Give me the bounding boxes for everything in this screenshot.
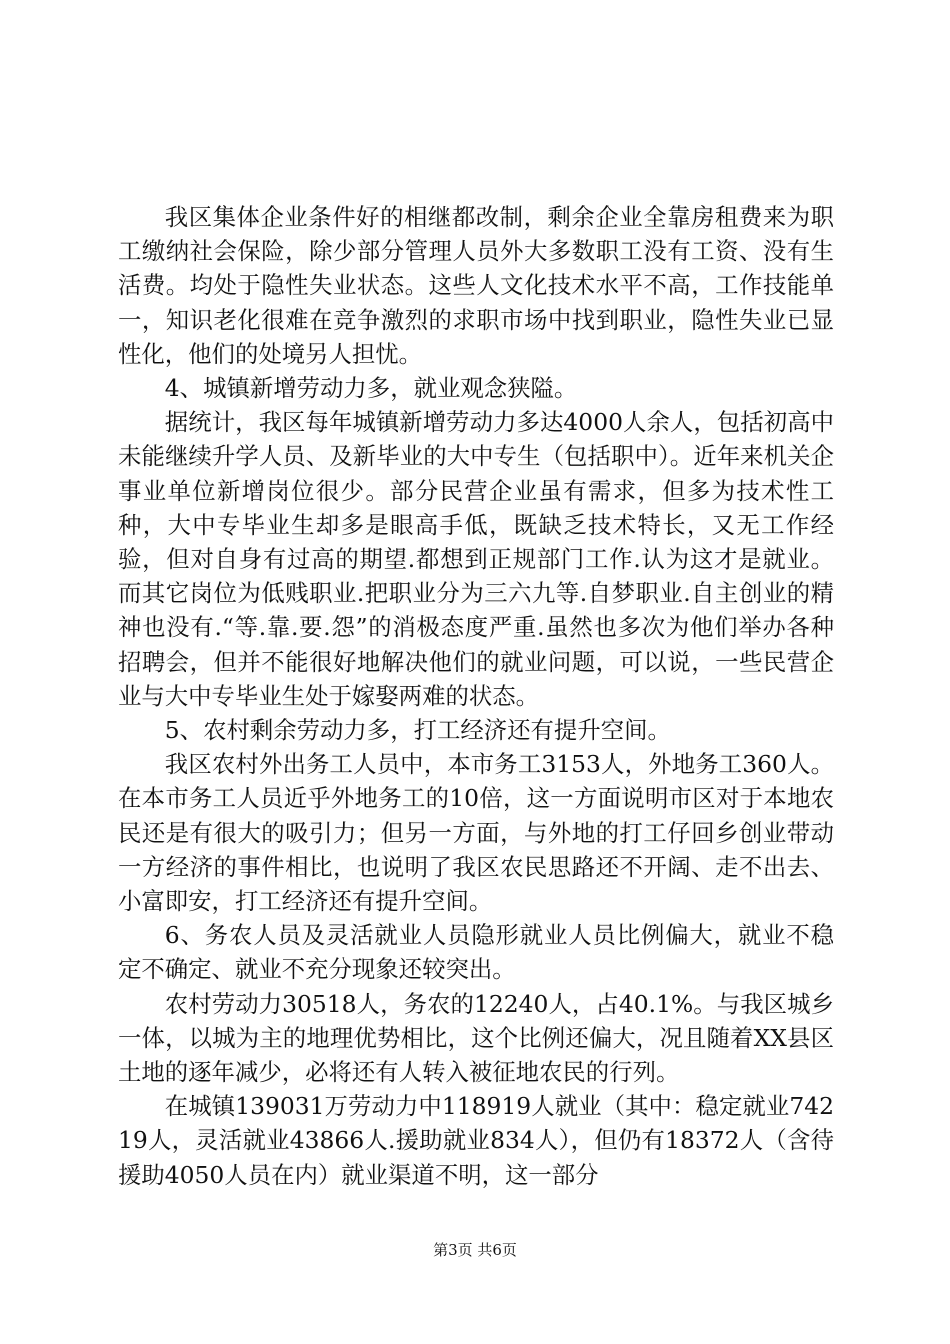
paragraph-urban-labor: 据统计，我区每年城镇新增劳动力多达4000人余人，包括初高中未能继续升学人员、及新毕业的大中专生（包括职中）。近年来机关企事业单位新增岗位很少。部分民营企业虽有需求，但多为技术性工种，大中专毕业生却多是眼高手低，既缺乏技术特长，又无工作经验，但对自身有过高的期望.都想到正规部门工作.认为这才是就业。而其它岗位为低贱职业.把职业分为三六九等.自梦职业.自主创业的精神也没有.“等.靠.要.怨”的消极态度严重.虽然也多次为他们举办各种招聘会，但并不能很好地解决他们的就业问题，可以说，一些民营企业与大中专毕业生处于嫁娶两难的状态。 [118,408,834,710]
body-text [118,200,834,1192]
paragraph-enterprise-reform: 我区集体企业条件好的相继都改制，剩余企业全靠房租费来为职工缴纳社会保险，除少部分管理人员外大多数职工没有工资、没有生活费。均处于隐性失业状态。这些人文化技术水平不高，工作技能单一，知识老化很难在竞争激烈的求职市场中找到职业，隐性失业已显性化，他们的处境另人担忧。 [118,203,834,368]
heading-5-rural-labor: 5、农村剩余劳动力多，打工经济还有提升空间。 [164,716,671,745]
paragraph-rural-agriculture: 农村劳动力30518人，务农的12240人，占40.1%。与我区城乡一体，以城为主的地理优势相比，这个比例还偏大，况且随着XX县区土地的逐年减少，必将还有人转入被征地农民的行列。 [118,989,834,1087]
heading-4-urban-labor: 4、城镇新增劳动力多，就业观念狭隘。 [164,374,578,403]
heading-6-hidden-employment: 6、务农人员及灵活就业人员隐形就业人员比例偏大，就业不稳定不确定、就业不充分现象还较突出。 [118,921,834,984]
paragraph-urban-employment: 在城镇139031万劳动力中118919人就业（其中：稳定就业74219人，灵活就业43866人.援助就业834人），但仍有18372人（含待援助4050人员在内）就业渠道不明，这一部分 [118,1092,834,1189]
paragraph-rural-workers: 我区农村外出务工人员中，本市务工3153人，外地务工360人。在本市务工人员近乎外地务工的10倍，这一方面说明市区对于本地农民还是有很大的吸引力；但另一方面，与外地的打工仔回乡创业带动一方经济的事件相比，也说明了我区农民思路还不开阔、走不出去、小富即安，打工经济还有提升空间。 [118,750,834,916]
page-footer: 第3页 共6页 [433,1241,517,1259]
